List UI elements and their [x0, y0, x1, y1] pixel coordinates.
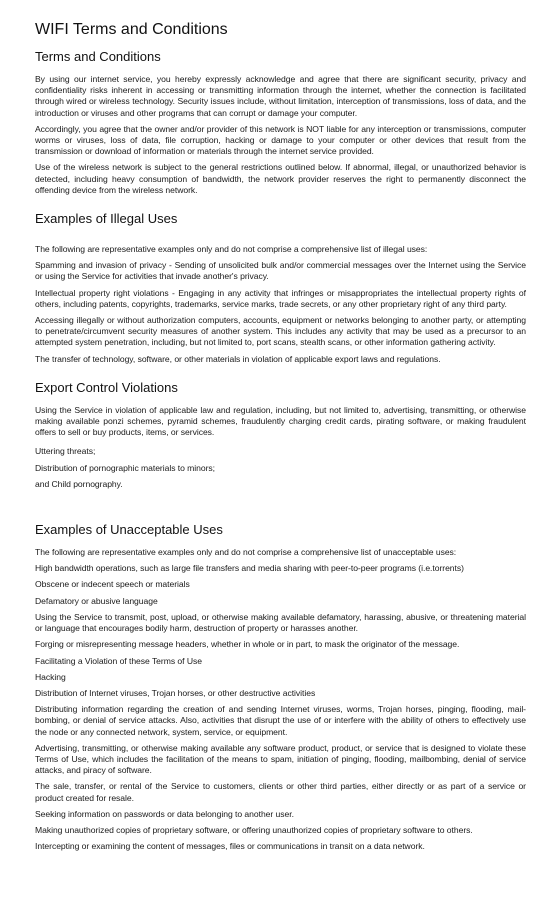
spacer: [35, 495, 526, 509]
export-violations-heading: Export Control Violations: [35, 379, 178, 395]
terms-paragraph: Accordingly, you agree that the owner and/or provider of this network is NOT liable for any interception or transmissions, computer worms or viruses, loss of data, file corruption, hacking or damage to your computer or other devices that result from the transmission or download of information or materials through the internet service provided.: [35, 123, 526, 157]
terms-paragraph: Use of the wireless network is subject to the general restrictions outlined below. If abnormal, illegal, or unauthorized behavior is detected, including heavy consumption of bandwidth, the network provider reserves the right to permanently disconnect the offending device from the wireless network.: [35, 162, 526, 195]
unacceptable-paragraph: Obscene or indecent speech or materials: [35, 579, 190, 590]
illegal-paragraph: Accessing illegally or without authorization computers, accounts, equipment or networks belonging to another party, or attempting to penetrate/circumvent security measures of another system. This includes any activity that may be used as a precursor to an attempted system penetration, including, but not limited to, port scans, stealth scans, or other information gathering activity.: [35, 315, 526, 348]
unacceptable-paragraph: High bandwidth operations, such as large file transfers and media sharing with peer-to-peer programs (i.e.torrents): [35, 563, 464, 574]
unacceptable-paragraph: The sale, transfer, or rental of the Service to customers, clients or other third parties, either directly or as part of a service or product created for resale.: [35, 781, 526, 803]
terms-heading: Terms and Conditions: [35, 49, 161, 64]
illegal-paragraph: Spamming and invasion of privacy - Sending of unsolicited bulk and/or commercial messages over the Internet using the Service or using the Service for activities that invade another's privacy.: [35, 260, 526, 282]
illegal-paragraph: The following are representative examples only and do not comprise a comprehensive list of illegal uses:: [35, 244, 428, 255]
illegal-paragraph: The transfer of technology, software, or other materials in violation of applicable export laws and regulations.: [35, 353, 441, 364]
export-list-item: and Child pornography.: [35, 478, 123, 489]
unacceptable-paragraph: Intercepting or examining the content of messages, files or communications in transit on a data network.: [35, 841, 425, 852]
terms-paragraph: By using our internet service, you hereby expressly acknowledge and agree that there are significant security, privacy and confidentiality risks inherent in accessing or transmitting information through the internet, whether the connection is facilitated through wired or wireless technology. Security issues include, without limitation, interception of transmissions, loss of data, and the introduction or viruses and other programs that can corrupt or damage your computer.: [35, 74, 526, 118]
export-intro-paragraph: Using the Service in violation of applicable law and regulation, including, but not limited to, advertising, transmitting, or otherwise making available ponzi schemes, pyramid schemes, fraudulently charging credit cards, pirating software, or making fraudulent offers to sell or buy products, items, or services.: [35, 404, 526, 438]
unacceptable-uses-heading: Examples of Unacceptable Uses: [35, 522, 223, 538]
unacceptable-paragraph: Forging or misrepresenting message headers, whether in whole or in part, to mask the originator of the message.: [35, 639, 460, 650]
unacceptable-paragraph: Making unauthorized copies of proprietary software, or offering unauthorized copies of proprietary software to others.: [35, 824, 473, 835]
spacer: [35, 236, 526, 244]
unacceptable-paragraph: Distributing information regarding the creation of and sending Internet viruses, worms, Trojan horses, pinging, flooding, mail-bombing, or denial of service attacks. Also, activities that disrupt the use of or interfere with the ability of others to effectively use the node or any connected network, system, service, or equipment.: [35, 704, 526, 737]
unacceptable-paragraph: Seeking information on passwords or data belonging to another user.: [35, 808, 294, 819]
page-title: WIFI Terms and Conditions: [35, 21, 228, 38]
unacceptable-paragraph: Hacking: [35, 671, 66, 682]
unacceptable-paragraph: Distribution of Internet viruses, Trojan horses, or other destructive activities: [35, 687, 316, 698]
unacceptable-paragraph: Advertising, transmitting, or otherwise making available any software product, product, or service that is designed to violate these Terms of Use, which includes the facilitation of the means to spam, initiation of pinging, flooding, mailbombing, denial of service attacks, and piracy of software.: [35, 742, 526, 776]
illegal-uses-heading: Examples of Illegal Uses: [35, 211, 178, 227]
unacceptable-paragraph: The following are representative examples only and do not comprise a comprehensive list of unacceptable uses:: [35, 547, 457, 558]
unacceptable-paragraph: Using the Service to transmit, post, upload, or otherwise making available defamatory, harassing, abusive, or threatening material or language that encourages bodily harm, destruction of property or harasses another.: [35, 611, 526, 634]
unacceptable-paragraph: Facilitating a Violation of these Terms of Use: [35, 655, 202, 666]
export-list-item: Distribution of pornographic materials to minors;: [35, 462, 216, 473]
illegal-paragraph: Intellectual property right violations - Engaging in any activity that infringes or misappropriates the intellectual property rights of others, including patents, copyrights, trademarks, service marks, trade secrets, or any other proprietary right of any third party.: [35, 287, 526, 309]
export-list-item: Uttering threats;: [35, 446, 96, 457]
unacceptable-paragraph: Defamatory or abusive language: [35, 595, 158, 606]
